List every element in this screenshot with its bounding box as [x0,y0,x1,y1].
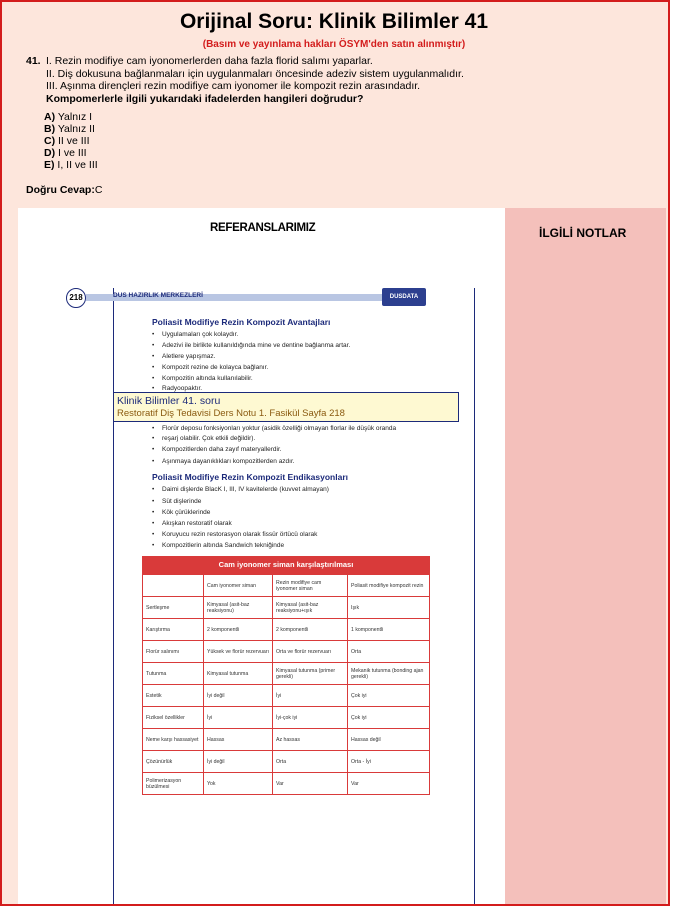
reference-highlight-box [113,392,459,422]
page-number: 218 [66,288,86,308]
question-item-3: III. Aşınma dirençleri rezin modifiye cam iyonomer ile kompozit rezin arasındadır. [46,80,421,92]
table-row [143,597,430,619]
references-title: REFERANSLARIMIZ [210,222,316,234]
table-row [143,685,430,707]
comparison-table [142,556,430,795]
table-cell: Sertleşme [143,597,204,619]
table-row [143,619,430,641]
table-cell: Çok iyi [348,707,430,729]
reference-question-label: Klinik Bilimler 41. soru [117,395,221,407]
table-row [143,641,430,663]
table-cell: Polimerizasyon büzülmesi [143,773,204,795]
list-item: • Kompozitin altında kullanılabilir. [162,375,253,382]
table-cell: Çok iyi [348,685,430,707]
table-cell: Mekanik tutunma (bonding ajan gerekli) [348,663,430,685]
table-cell: Çözünürlük [143,751,204,773]
table-cell: Yok [204,773,273,795]
table-cell: Rezin modifiye cam iyonomer siman [273,575,348,597]
list-item: • Uygulamaları çok kolaydır. [162,331,238,338]
list-item: • Kök çürüklerinde [162,509,210,516]
references-panel [18,208,505,904]
question-item-1: I. Rezin modifiye cam iyonomerlerden daha fazla florid salımı yaparlar. [46,55,373,67]
table-cell: Var [273,773,348,795]
table-cell: Kimyasal (asit-baz reaksiyonu) [204,597,273,619]
table-cell: Orta [348,641,430,663]
table-header-row [143,575,430,597]
table-cell [143,575,204,597]
list-item: • Aletlere yapışmaz. [162,353,215,360]
question-number: 41. [26,55,41,67]
list-item: • Kompozit rezine de kolayca bağlanır. [162,364,268,371]
table-row [143,773,430,795]
table-row [143,663,430,685]
table-cell: Cam iyonomer siman [204,575,273,597]
notes-title: İLGİLİ NOTLAR [539,226,627,240]
table-cell: Kimyasal tutunma [204,663,273,685]
table-cell: Hassas değil [348,729,430,751]
option-b: B) Yalnız II [44,123,95,135]
table-cell: Orta ve florür rezervuarı [273,641,348,663]
table-cell: 1 komponentli [348,619,430,641]
question-item-2: II. Diş dokusuna bağlanmaları için uygulanmaları öncesinde adeziv sistem uygulanmalıdır. [46,68,464,80]
option-e: E) I, II ve III [44,159,98,171]
page-header: DUS HAZIRLIK MERKEZLERİ [113,292,203,299]
list-item: • Florür deposu fonksiyonları yoktur (asidik özelliği olmayan florlar ile düşük oranda [162,425,396,432]
table-cell: İyi [204,707,273,729]
list-item: • Kompozitlerin altında Sandwich tekniğinde [162,542,284,549]
list-item: • Daimi dişlerde BlacK I, III, IV kavitelerde (kuvvet almayan) [162,486,329,493]
list-item-continuation: • reşarj olabilir. Çok etkili değildir). [162,435,255,442]
table-cell: Neme karşı hassasiyet [143,729,204,751]
table-cell: Az hassas [273,729,348,751]
option-c: C) II ve III [44,135,90,147]
correct-answer: Doğru Cevap:C [26,184,103,196]
table-row [143,751,430,773]
table-cell: Hassas [204,729,273,751]
table-cell: Florür salınımı [143,641,204,663]
table-row [143,707,430,729]
page-title: Orijinal Soru: Klinik Bilimler 41 [179,10,489,33]
table-cell: Estetik [143,685,204,707]
table-cell: Var [348,773,430,795]
question-panel [2,2,666,207]
reference-page-image [69,288,475,904]
option-a: A) Yalnız I [44,111,93,123]
dusdata-logo: DUSDATA [382,288,426,306]
list-item: • Koruyucu rezin restorasyon olarak fissür örtücü olarak [162,531,317,538]
table-title: Cam iyonomer siman karşılaştırılması [142,556,430,574]
table-cell: Poliasit modifiye kompozit rezin [348,575,430,597]
copyright-note: (Basım ve yayınlama hakları ÖSYM'den satın alınmıştır) [202,39,466,50]
table-cell: Fiziksel özellikler [143,707,204,729]
table-cell: Kimyasal (asit-baz reaksiyonu+ışık [273,597,348,619]
table-cell: 2 komponentli [204,619,273,641]
table-cell: İyi değil [204,751,273,773]
table-cell: Yüksek ve florür rezervuarı [204,641,273,663]
reference-source-label: Restoratif Diş Tedavisi Ders Notu 1. Fasikül Sayfa 218 [117,408,345,419]
table-cell: 2 komponentli [273,619,348,641]
table-cell: Karıştırma [143,619,204,641]
option-d: D) I ve III [44,147,87,159]
table-cell: Orta - İyi [348,751,430,773]
section-indications-title: Poliasit Modifiye Rezin Kompozit Endikasyonları [152,472,349,482]
list-item: • Adezivi ile birlikte kullanıldığında mine ve dentine bağlanma artar. [162,342,350,349]
table-cell: İyi [273,685,348,707]
table-cell: Işık [348,597,430,619]
list-item: • Aşınmaya dayanıklıkları kompozitlerden azdır. [162,458,295,465]
list-item: • Radyoopaktır. [162,385,202,392]
table-cell: Tutunma [143,663,204,685]
notes-panel [505,208,666,904]
table-row [143,729,430,751]
table-cell: İyi değil [204,685,273,707]
list-item: • Süt dişlerinde [162,498,201,505]
table-cell: Kimyasal tutunma (primer gerekli) [273,663,348,685]
table-cell: Orta [273,751,348,773]
list-item: • Kompozitlerden daha zayıf materyallerdir. [162,446,282,453]
question-prompt: Kompomerlerle ilgili yukarıdaki ifadelerden hangileri doğrudur? [46,93,364,105]
table-cell: İyi-çok iyi [273,707,348,729]
section-advantages-title: Poliasit Modifiye Rezin Kompozit Avantajları [152,317,331,327]
list-item: • Akışkan restoratif olarak [162,520,232,527]
